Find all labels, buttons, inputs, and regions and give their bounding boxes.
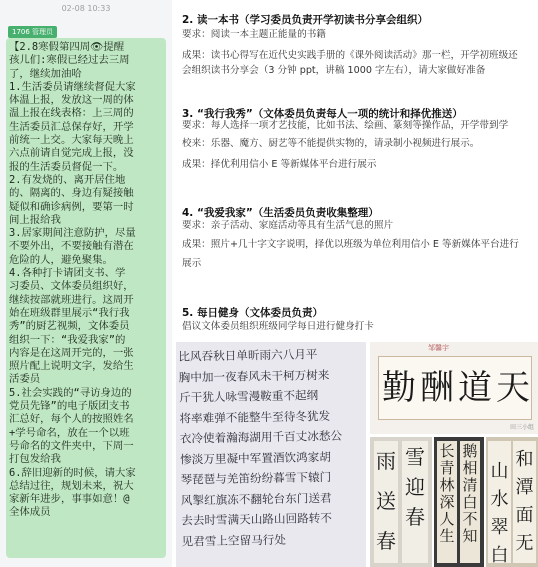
calligraphy-char: 雨	[376, 449, 396, 473]
handwriting-line: 斤干犹人咏雪漫鞍重不起纲	[178, 388, 319, 405]
handwriting-line: 将率难弹不能整牛至待冬犹发	[179, 408, 331, 426]
message-line: 继续按部就班进行。这周开	[9, 293, 134, 306]
section-line: 成果：读书心得写在近代史实践手册的《课外阅读活动》那一栏，开学初班级还	[182, 50, 518, 61]
message-line: 照片配上说明文字，发给生	[9, 360, 134, 373]
handwriting-line: 衣冷使着瀚海湖用千百丈冰愁公	[179, 428, 343, 446]
calligraphy-char: 面	[515, 505, 534, 526]
message-line: 间上报给我	[9, 213, 61, 226]
photo-top-label: 邹馨宇	[428, 344, 449, 352]
message-line: 秀”的厨艺视频，文体委员	[9, 320, 130, 333]
section-line: 成果：择优利用信小 E 等新媒体平台进行展示	[182, 159, 377, 170]
handwriting-line: 惨淡万里凝中军置酒饮鸿家胡	[180, 449, 331, 467]
calligraphy-char: 和	[515, 449, 534, 470]
calligraphy-char: 山	[490, 461, 509, 482]
message-line: 党员先锋”的电子版团支书	[9, 400, 130, 413]
calligraphy-char: 翠	[490, 517, 509, 538]
message-line: 疑似和确诊病例，要第一时	[9, 200, 134, 213]
section-line: 要求：亲子活动、家庭活动等具有生活气息的照片	[182, 220, 394, 231]
calligraphy-char: 天	[496, 368, 530, 408]
message-line: 打包发给我	[9, 453, 61, 466]
calligraphy-pair-photo	[486, 437, 538, 567]
message-line: 家新年进步，事事如意！@	[9, 493, 130, 506]
handwriting-text	[178, 346, 360, 554]
calligraphy-column: 鹅相清白不知	[462, 442, 478, 545]
message-line: 始在班级群里展示“我行我	[9, 306, 130, 319]
handwriting-line: 比风吞秋日单昕雨六八月平	[178, 347, 318, 364]
section-line: 展示	[182, 258, 202, 269]
handwriting-line: 琴琵琶与羌笛纷纷暮雪下辕门	[180, 469, 332, 487]
section-title: 3. “我行我秀”（文体委员负责每人一项的统计和择优推送）	[182, 108, 463, 120]
message-line: 活委员	[9, 373, 41, 386]
message-line: 了，继续加油哈	[9, 67, 82, 80]
calligraphy-char: 白	[490, 545, 509, 566]
message-line: 的、隔离的、身边有疑接触	[9, 187, 134, 200]
message-line: 孩儿们:寒假已经过去三周	[9, 54, 130, 67]
message-line: 4.各种打卡请团支书、学	[9, 267, 126, 280]
section-line: 校来：乐器、魔方、厨艺等不能提供实物的，请录制小视频进行展示。	[182, 138, 480, 149]
document-panel	[176, 0, 538, 338]
message-timestamp: 02-08 10:33	[61, 4, 111, 13]
message-line: 生活委员汇总保存好，开学	[9, 120, 134, 133]
calligraphy-char: 雪	[405, 445, 425, 469]
section-title: 2. 读一本书（学习委员负责开学初读书分享会组织）	[182, 14, 428, 26]
section-title: 4. “我爱我家”（生活委员负责收集整理）	[182, 207, 379, 219]
section-line: 会组织读书分享会（3 分钟 ppt，讲稿 1000 字左右），请大家做好准备	[182, 65, 486, 76]
handwriting-line: 见君雪上空留马行处	[181, 532, 287, 549]
calligraphy-couplet-photo	[370, 437, 432, 567]
calligraphy-char: 潭	[515, 477, 534, 498]
calligraphy-char: 春	[405, 505, 425, 529]
message-line: 报的生活委员督促一下。	[9, 160, 124, 173]
message-line: 前统一上交。大家每天晚上	[9, 134, 134, 147]
calligraphy-column: 长青林深人生	[439, 442, 455, 545]
message-line: 不要外出，不要接触有潜在	[9, 240, 134, 253]
message-line: 温上报在线表格：上三周的	[9, 107, 134, 120]
handwriting-line: 胸中加一夜春风未干柯万树来	[178, 367, 330, 385]
section-line: 倡议文体委员组织班级同学每日进行健身打卡	[182, 321, 374, 332]
message-line: 总结过往，规划未来，祝大	[9, 479, 134, 492]
section-line: 要求：每人选择一项才艺技能，比如书法、绘画、篆刻等操作品，开学带到学	[182, 120, 509, 131]
calligraphy-banner-photo	[370, 342, 538, 434]
message-line: 组织一下：“我爱我家”的	[9, 333, 126, 346]
message-line: +学号命名，放在一个以班	[9, 426, 130, 439]
message-line: 【2.8寒假第四周👁提醒	[9, 41, 125, 53]
message-line: 体温上报，发放这一周的体	[9, 94, 134, 107]
calligraphy-char: 送	[376, 489, 396, 513]
handwriting-line: 风掣红旗冻不翻轮台东门送君	[180, 490, 332, 508]
sender-badge: 1706 管理员	[8, 26, 57, 38]
calligraphy-char: 水	[490, 489, 509, 510]
calligraphy-scroll-photo	[434, 437, 484, 567]
section-title: 5. 每日健身（文体委员负责）	[182, 307, 323, 319]
message-line: 1.生活委员请继续督促大家	[9, 80, 136, 93]
calligraphy-char: 无	[515, 533, 534, 554]
message-line: 5.社会实践的“寻访身边的	[9, 386, 132, 399]
photo-caption: 田三小组	[509, 424, 534, 431]
handwriting-photo	[176, 342, 366, 567]
calligraphy-char: 道	[458, 368, 492, 408]
calligraphy-char: 酬	[420, 368, 454, 408]
chat-message-bubble[interactable]	[6, 38, 166, 558]
section-line: 成果：照片+几十字文字说明，择优以班级为单位利用信小 E 等新媒体平台进行	[182, 239, 519, 250]
calligraphy-char: 迎	[405, 475, 425, 499]
message-line: 3.居家期间注意防护，尽量	[9, 227, 136, 240]
message-line: 2.有发烧的、离开居住地	[9, 173, 126, 186]
message-line: 全体成员	[9, 506, 51, 519]
message-line: 习委员、文体委员组织好，	[9, 280, 134, 293]
handwriting-line: 去去时雪满天山路山回路转不	[181, 510, 333, 528]
calligraphy-char: 勤	[382, 368, 416, 408]
message-line: 危险的人，避免聚集。	[9, 253, 113, 266]
calligraphy-char: 春	[376, 529, 396, 553]
message-line: 内容是在这周开完的，一张	[9, 346, 134, 359]
message-line: 号命名的文件夹中，下周一	[9, 439, 134, 452]
message-line: 6.辞旧迎新的时候，请大家	[9, 466, 136, 479]
message-line: 汇总好，每个人的按照姓名	[9, 413, 134, 426]
message-line: 六点前请自觉完成上报，没	[9, 147, 134, 160]
chat-panel	[0, 0, 172, 567]
section-line: 要求：阅读一本主题正能量的书籍	[182, 29, 326, 40]
